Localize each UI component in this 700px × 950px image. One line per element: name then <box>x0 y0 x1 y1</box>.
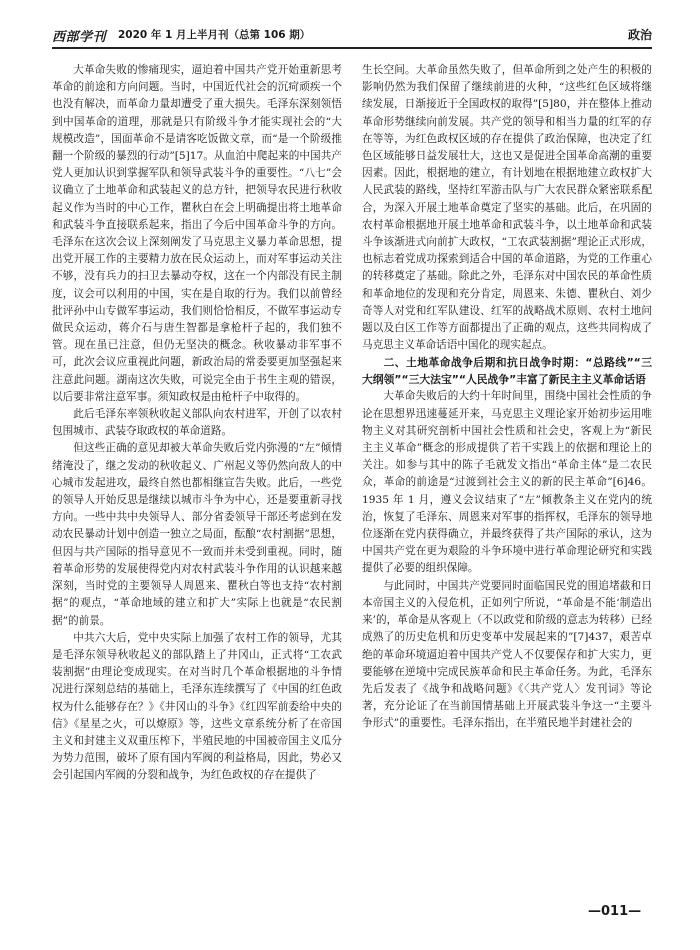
left-column <box>52 62 342 902</box>
paragraph: 中共六大后，党中央实际上加强了农村工作的领导，尤其是毛泽东领导秋收起义的部队踏上了井冈山，正式将“工农武装割据”由理论变成现实。在对当时几个革命根据地的斗争情况进行深刻总结的基础上，毛泽东连续撰写了《中国的红色政权为什么能够存在？》《井冈山的斗争》《红四军前委给中央的信》《星星之火，可以燎原》等，这些文章系统分析了在帝国主义和封建主义双重压榨下，半殖民地的中国被帝国主义瓜分为势力范围，破坏了原有国内军阀的利益格局，因此，势必又会引起国内军阀的分裂和战争，为红色政权的存在提供了 <box>52 631 342 782</box>
page-header <box>52 26 652 46</box>
page-number: —011— <box>588 904 642 919</box>
paragraph: 但这些正确的意见却被大革命失败后党内弥漫的“左”倾情绪淹没了，继之发动的秋收起义、广州起义等仍然向敌人的中心城市发起进攻，最终自然也都相继宣告失败。此后，一些党的领导人开始反思是继续以城市斗争为中心，还是要重新寻找方向。一些中共中央领导人、部分省委领导干部还考虑到在发动农民暴动计划中创造一独立之局面，酝酿“农村割据”思想，但因与共产国际的指导意见不一致而并未受到重视。同时，随着革命形势的发展使得党内对农村武装斗争作用的认识越来越深刻，当时党的主要领导人周恩来、瞿秋白等也支持“农村割据”的观点，“革命地域的建立和扩大”实际上也就是“农民割据”的前景。 <box>52 442 342 627</box>
paragraph: 大革命失败后的大约十年时间里，围绕中国社会性质的争论在思想界迅速蔓延开来，马克思主义理论家开始初步运用唯物主义对其研究剖析中国社会性质和社会史，客观上为“新民主主义革命”概念的形成提供了若干实践上的依据和理论上的关注。如参与其中的陈子毛就发文指出“革命主体”是二农民众，革命的前途是“过渡到社会主义的新的民主革命”[6]46。1935 年 1 月，遵义会议结束了“左”倾教条主义在党内的统治，恢复了毛泽东、周恩来对军事的指挥权，毛泽东的领导地位逐渐在党内获得确立，并最终获得了共产国际的承认，这为中国共产党在更为艰险的斗争环境中进行革命理论研究和实践提供了必要的组织保障。 <box>362 390 652 575</box>
paragraph: 此后毛泽东率领秋收起义部队向农村进军，开创了以农村包围城市、武装夺取政权的革命道路。 <box>52 408 342 438</box>
paragraph: 与此同时，中国共产党要同时面临国民党的围追堵截和日本帝国主义的入侵危机，正如列宁所说，“革命是不能‘制造出来’的，革命是从客观上（不以政党和阶级的意志为转移）已经成熟了的历史危机和历史变革中发展起来的”[7]437，艰苦卓绝的革命环境逼迫着中国共产党人不仅要保存和扩大实力，更要能够在逆境中完成民族革命和民主革命任务。为此，毛泽东先后发表了《战争和战略问题》《〈共产党人〉发刊词》等论著，充分论证了在当前国情基础上开展武装斗争这一“主要斗争形式”的重要性。毛泽东指出，在半殖民地半封建社会的 <box>362 579 652 730</box>
header-rule <box>52 47 652 49</box>
paragraph: 生长空间。大革命虽然失败了，但革命所到之处产生的积极的影响仍然为我们保留了继续前进的火种，“这些红色区域将继续发展，日渐接近于全国政权的取得”[5]80，并在整体上推动革命形势继续向前发展。共产党的领导和相当力量的红军的存在等等，为红色政权区域的存在提供了政治保障，也决定了红色区域能够日益发展壮大，这也又是促进全国革命高潮的重要因素。因此，根据地的建立，有计划地在根据地建立政权扩大人民武装的路线，坚持红军游击队与广大农民群众紧密联系配合，为深入开展土地革命奠定了坚实的基础。此后，在巩固的农村革命根据地开展土地革命和武装斗争，以土地革命和武装斗争该渐进式向前扩大政权，“工农武装割据”理论正式形成，也标志着党成功探索到适合中国的革命道路，为党的工作重心的转移奠定了基础。除此之外，毛泽东对中国农民的革命性质和革命地位的发现和充分肯定，周恩来、朱德、瞿秋白、刘少奇等人对党和红军队建设、红军的战略战术原则、农村土地问题以及白区工作等方面都提出了正确的观点，这些共同构成了马克思主义革命话语中国化的现实起点。 <box>362 64 652 352</box>
journal-logo: 西部学刊 <box>52 30 107 45</box>
section-label: 政治 <box>627 28 652 42</box>
paragraph: 大革命失败的惨痛现实，逼迫着中国共产党开始重新思考革命的前途和方向问题。当时，中国近代社会的沉疴顽疾一个也没有解决，而革命力量却遭受了重大损失。毛泽东深刻领悟到中国革命的道理，那就是只有阶级斗争才能实现社会的“大规模改造”，国面革命不是请客吃饭做文章，而“是一个阶级推翻一个阶级的暴烈的行动”[5]17。从血泊中爬起来的中国共产党人更加认识到掌握军队和领导武装斗争的重要性。“八七”会议确立了土地革命和武装起义的总方针，把领导农民进行秋收起义作为当时的中心工作，瞿秋白在会上明确提出将土地革命和武装斗争直接联系起来，指出了今后中国革命斗争的方向。毛泽东在这次会议上深刻阐发了马克思主义暴力革命思想，提出党开展工作的主要精力放在民众运动上，而对军事运动关注不够，没有兵力的扫卫去暴动夺权，这在一个内部没有民主制度，议会可以利用的中国，实在是自取的行为。我们以前曾经批评孙中山专做军事运动，我们则恰恰相反，不做军事运动专做民众运动，蒋介石与唐生智都是拿枪杆子起的，我们独不管。现在虽已注意，但仍无坚决的概念。秋收暴动非军事不可，此次会议应重视此问题，新政治局的常委要更加坚强起来注意此问题。湖南这次失败，可说完全由于书生主观的错误，以后要非常注意军事。须知政权是由枪杆子中取得的。 <box>52 64 342 403</box>
section-heading: 二、土地革命战争后期和抗日战争时期：“总路线”“三大纲领”“三大法宝”“人民战争”丰富了新民主主义革命话语 <box>362 356 652 387</box>
right-column <box>362 62 652 902</box>
issue-info: 2020 年 1 月上半月刊（总第 106 期） <box>118 29 311 41</box>
